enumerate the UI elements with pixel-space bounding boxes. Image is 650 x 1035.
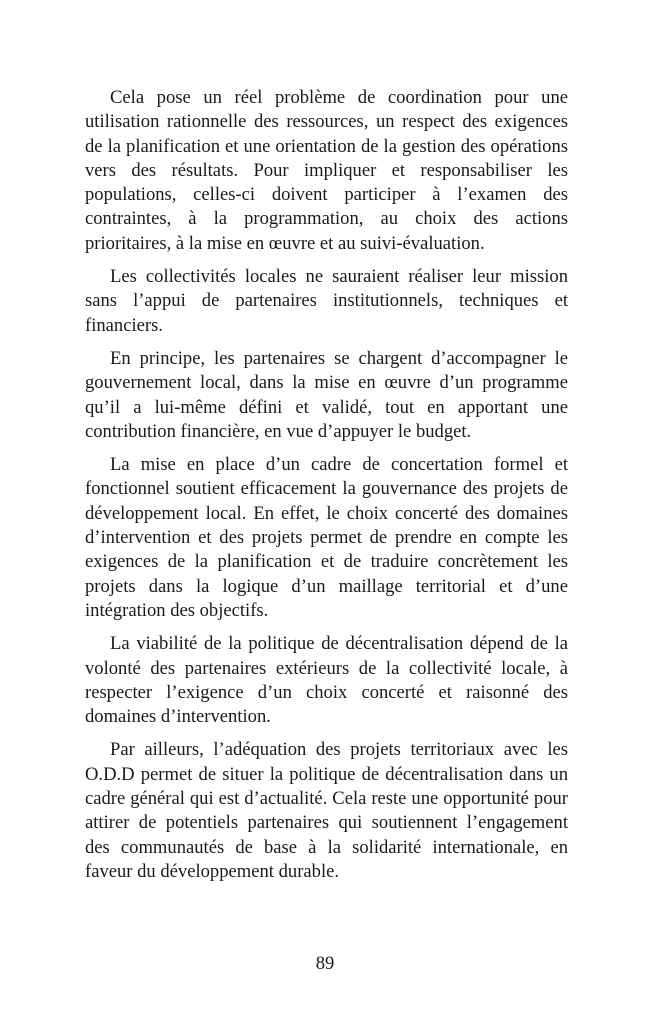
page-body xyxy=(85,86,568,893)
paragraph: Cela pose un réel problème de coordination pour une utilisation rationnelle des ressources, un respect des exigences de la planification et une orientation de la gestion des opérations vers des résultats. Pour impliquer et responsabiliser les populations, celles-ci doivent participer à l’examen des contraintes, à la programmation, au choix des actions prioritaires, à la mise en œuvre et au suivi-évaluation. xyxy=(85,87,568,254)
page-number: 89 xyxy=(315,953,335,974)
paragraph: En principe, les partenaires se chargent d’accompagner le gouvernement local, dans la mise en œuvre d’un programme qu’il a lui-même défini et validé, tout en apportant une contribution financière, en vue d’appuyer le budget. xyxy=(85,347,568,442)
paragraph: Par ailleurs, l’adéquation des projets territoriaux avec les O.D.D permet de situer la politique de décentralisation dans un cadre général qui est d’actualité. Cela reste une opportunité pour attirer de potentiels partenaires qui soutiennent l’engagement des communautés de base à la solidarité internationale, en faveur du développement durable. xyxy=(85,739,568,882)
paragraph: La viabilité de la politique de décentralisation dépend de la volonté des partenaires extérieurs de la collectivité locale, à respecter l’exigence d’un choix concerté et raisonné des domaines d’intervention. xyxy=(85,633,568,728)
paragraph: Les collectivités locales ne sauraient réaliser leur mission sans l’appui de partenaires institutionnels, techniques et financiers. xyxy=(85,266,568,336)
paragraph: La mise en place d’un cadre de concertation formel et fonctionnel soutient efficacement la gouvernance des projets de développement local. En effet, le choix concerté des domaines d’intervention et des projets permet de prendre en compte les exigences de la planification et de traduire concrètement les projets dans la logique d’un maillage territorial et d’une intégration des objectifs. xyxy=(85,454,568,621)
